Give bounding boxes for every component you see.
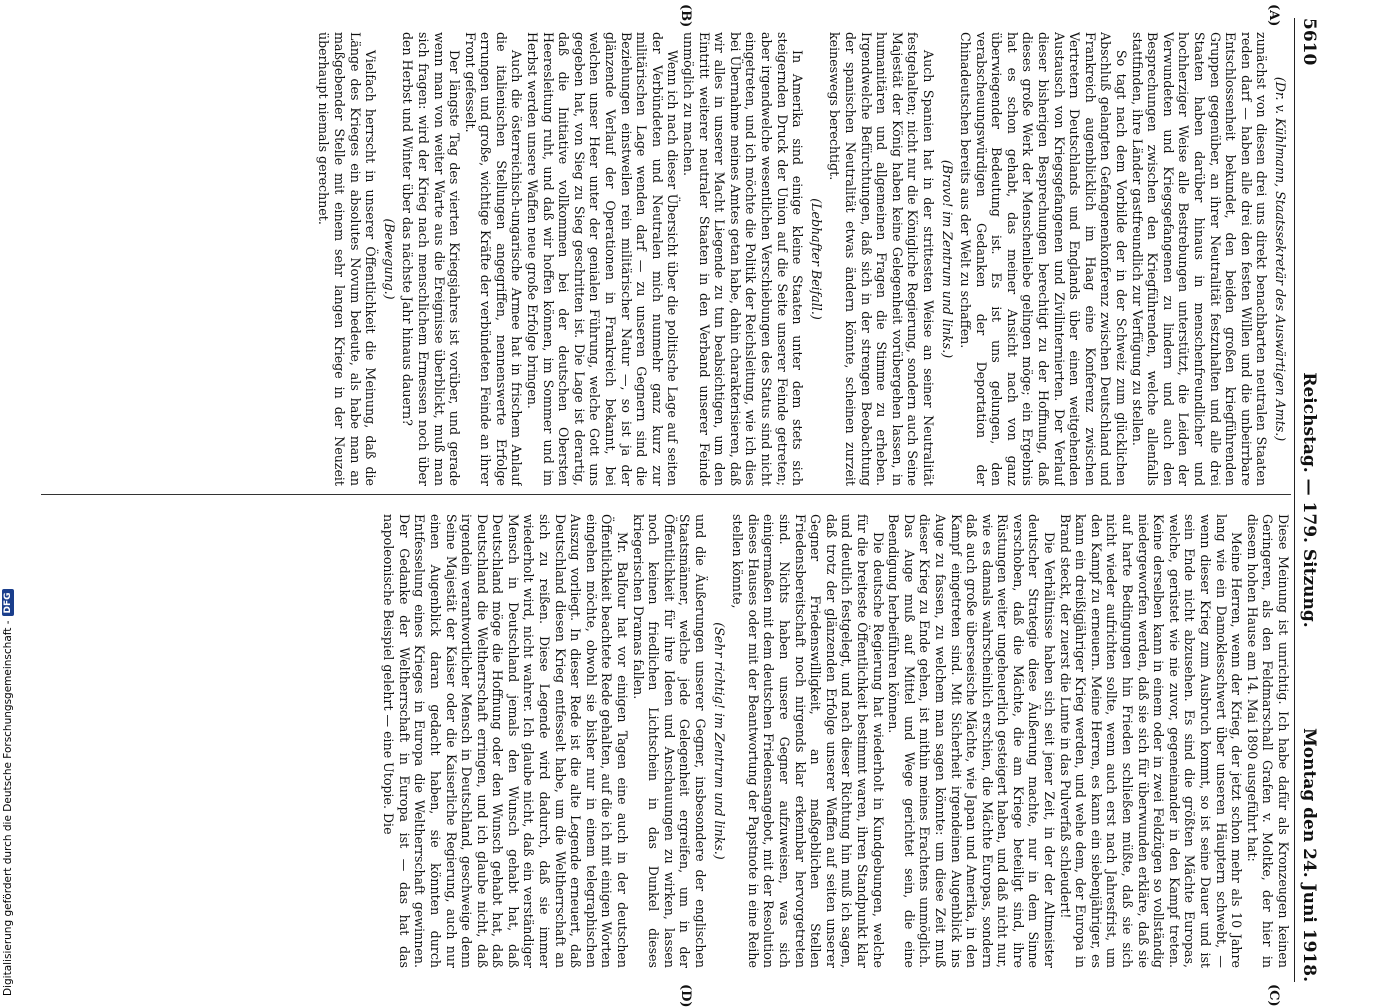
margin-mark-d: (D) (678, 984, 693, 1008)
credit-label: Digitalisierung gefördert durch die Deutsche Forschungsgemeinschaft - (2, 620, 14, 996)
right-column (41, 514, 1291, 968)
page-header (1297, 18, 1321, 982)
left-column (41, 32, 1291, 486)
paragraph: In Amerika sind einige kleine Staaten unter dem stets sich steigernden Druck der Union auf die Seite unserer Feinde getreten; aber irgendwelche wesentlichen Verschiebungen des Status sind nicht eingetreten, und ich möchte die Politik der Reichsleitung, wie ich dies bei Übernahme meines Amtes getan habe, dahin charakterisieren, daß wir alles in unserer Macht Liegende zu tun beabsichtigen, um den Eintritt weiterer neutraler Staaten in den Verband unserer Feinde unmöglich zu machen. (681, 32, 806, 486)
document-page (36, 4, 1321, 1008)
quotation: Meine Herren, wenn der Krieg, der jetzt schon mehr als 10 Jahre lang wie ein Damoklesschwert über unseren Häuptern schwebt, — wenn dieser Krieg zum Ausbruch kommt, so ist seine Dauer und ist sein Ende nicht abzusehen. Es sind die größten Mächte Europas, welche, gerüstet wie nie zuvor, gegeneinander in den Kampf treten. Keine derselben kann in einem oder in zwei Feldzügen so vollständig niedergeworfen werden, daß sie sich für überwunden erkläre, daß sie auf harte Bedingungen hin Frieden schließen müßte, daß sie sich nicht wieder aufrichten sollte, wenn auch erst nach Jahresfrist, um den Kampf zu erneuern. Meine Herren, es kann ein siebenjähriger, es kann ein dreißigjähriger Krieg werden, und wehe dem, der Europa in Brand steckt, der zuerst die Lunte in das Pulverfaß schleudert! (1057, 514, 1245, 968)
header-date: Montag den 24. Juni 1918. (1299, 727, 1319, 982)
paragraph: Auch die österreichisch-ungarische Armee hat in frischem Anlauf die italienischen Stellungen angegriffen, nennenswerte Erfolge errungen und große, wichtige Kräfte der verbündeten Feinde an ihrer Front gefesselt. (462, 32, 525, 486)
interjection: (Bewegung.) (381, 218, 397, 300)
credit-text (2, 589, 14, 996)
paragraph: Die deutsche Regierung hat wiederholt in Kundgebungen, welche für die breiteste Öffentlichkeit bestimmt waren, ihren Standpunkt klar und deutlich festgelegt, und nach dieser Richtung hin muß ich sagen, daß trotz der glänzenden Erfolge unserer Waffen auf seiten unserer Gegner Friedenswilligkeit, an maßgeblichen Stellen Friedensbereitschaft noch nirgends klar erkennbar hervorgetreten sind. Nichts haben unsere Gegner aufzuweisen, was sich einigermaßen mit dem deutschen Friedensangebot, mit der Resolution dieses Hauses oder mit der Beantwortung der Papstnote in eine Reihe stellen könnte, (730, 514, 886, 968)
column-divider (41, 494, 1291, 495)
dfg-logo: DFG (2, 589, 14, 616)
margin-mark-a: (A) (1266, 4, 1281, 27)
paragraph: zunächst von diesen drei uns direkt benachbarten neutralen Staaten reden darf — haben alle drei den festen Willen und die unbeirrbare Entschlossenheit bekundet, den beiden großen kriegführenden Gruppen gegenüber, an ihrer Neutralität festzuhalten und alle drei Staaten haben darüber hinaus in menschenfreundlicher und hochherziger Weise alle Bestrebungen unterstützt, die Leiden der Verwundeten und Kriegsgefangenen zu lindern und auch den Besprechungen zwischen den Kriegführenden, welche allenfalls stattfinden, ihre Länder gastfreundlich zur Verfügung zu stellen. (1129, 32, 1270, 486)
paragraph: und die Äußerungen unserer Gegner, insbesondere der englischen Staatsmänner, welche jede Gelegenheit ergreifen, um in der Öffentlichkeit für ihre Ideen und Anschauungen zu wirken, lassen noch keinen friedlichen Lichtschein in das Dunkel dieses kriegerischen Dramas fallen. (630, 514, 709, 968)
paragraph: Diese Meinung ist unrichtig. Ich habe dafür als Kronzeugen keinen Geringeren, als den Feldmarschall Grafen v. Moltke, der hier in diesem hohen Hause am 14. Mai 1890 ausgeführt hat: (1244, 514, 1291, 968)
paragraph: Auch Spanien hat in der strittesten Weise an seiner Neutralität festgehalten; nicht nur die Königliche Regierung, sondern auch Seine Majestät der König haben keine Gelegenheit vorübergehen lassen, in humanitären und allgemeinen Fragen die Stimme zu erheben. Irgendwelche Befürchtungen, daß sich in der strengen Beobachtung der spanischen Neutralität etwas ändern könnte, scheinen zurzeit keineswegs berechtigt. (827, 32, 936, 486)
interjection: (Bravo! im Zentrum und links.) (939, 159, 955, 359)
paragraph: Mr. Balfour hat vor einigen Tagen eine auch in der deutschen Öffentlichkeit beachtete Rede gehalten, auf die ich mit einigen Worten eingehen möchte, obwohl sie bisher nur in einem telegraphischen Auszug vorliegt. In dieser Rede ist die alte Legende erneuert, daß Deutschland diesen Krieg entfesselt habe, um die Weltherrschaft an sich zu reißen. Diese Legende wird dadurch, daß sie immer wiederholt wird, nicht wahrer. Ich glaube nicht, daß ein verständiger Mensch in Deutschland jemals den Wunsch gehabt hat, daß Deutschland möge die Hoffnung oder den Wunsch gehabt hat, daß Deutschland die Weltherrschaft erringen, und ich glaube nicht, daß irgendein verantwortlicher Mensch in Deutschland, geschweige denn Seine Majestät der Kaiser oder die Kaiserliche Regierung, auch nur einen Augenblick daran gedacht haben, sie könnten durch Entfesselung eines Krieges in Europa die Weltherrschaft gewinnen. Der Gedanke der Weltherrschaft in Europa ist — das hat das napoleonische Beispiel gelehrt — eine Utopie. Die (381, 514, 631, 968)
paragraph: Vielfach herrscht in unserer Öffentlichkeit die Meinung, daß die Länge des Krieges ein absolutes Novum bedeute, als habe man an maßgebender Stelle mit einem sehr langen Kriege in der Neuzeit überhaupt niemals gerechnet. (316, 32, 379, 486)
margin-mark-c: (C) (1266, 984, 1281, 1007)
page-number: 5610 (1299, 18, 1319, 66)
interjection: (Lebhafter Beifall.) (808, 198, 824, 320)
paragraph: Die Verhältnisse haben sich seit jener Zeit, in der der Altmeister deutscher Strategie diese Äußerung machte, nur in dem Sinne verschoben, daß die Mächte, die am Kriege beteiligt sind, ihre Rüstungen weiter ungeheuerlich gesteigert haben, und daß nicht nur, wie es damals wahrscheinlich erschien, die Mächte Europas, sondern daß auch große überseeische Mächte, wie Japan und Amerika, in den Kampf eingetreten sind. Mit Sicherheit irgendeinen Augenblick ins Auge zu fassen, zu welchem man sagen könnte: um diese Zeit muß dieser Krieg zu Ende gehen, ist mithin meines Erachtens unmöglich. Das Auge muß auf Mittel und Wege gerichtet sein, die eine Beendigung herbeiführen können. (886, 514, 1058, 968)
paragraph: Der längste Tag des vierten Kriegsjahres ist vorüber, und gerade wenn man von weiter Warte aus die Ereignisse überblickt, muß man sich fragen: wird der Krieg nach menschlichem Ermessen noch über den Herbst und Winter über das nächste Jahr hinaus dauern? (400, 32, 463, 486)
paragraph: Wenn ich nach dieser Übersicht über die politische Lage auf seiten der Verbündeten und Neutralen mich nunmehr ganz kurz zur militärischen Lage wenden darf — zu unseren Gegnern sind die Beziehungen einstweilen rein militärischer Natur —, so ist ja der glänzende Verlauf der Operationen in Frankreich bekannt, bei welchen unser Heer unter der genialen Führung, welche Gott uns gegeben hat, von Sieg zu Sieg geschritten ist. Die Lage ist derartig, daß die Initiative vollkommen bei der deutschen Obersten Heeresleitung ruht, und daß wir hoffen können, im Sommer und im Herbst werden unsere Waffen neue große Erfolge bringen. (525, 32, 681, 486)
header-rule (1294, 18, 1295, 982)
paragraph: So tagt nach dem Vorbilde der in der Schweiz zum glücklichen Abschluß gelangten Gefangenenkonferenz zwischen Deutschland und Frankreich augenblicklich im Haag eine Konferenz zwischen Vertretern Deutschlands und Englands über einen weitgehenden Austausch von Kriegsgefangenen und Zivilinternierten. Der Verlauf dieser bisherigen Besprechungen berechtigt zu der Hoffnung, daß dieses große Werk der Menschenliebe gelingen möge; ein Ergebnis hat es schon gehabt, das meiner Ansicht nach von ganz überwiegender Bedeutung ist. Es ist uns gelungen, den verabscheuungswürdigen Gedanken der Deportation der Chinadeutschen bereits aus der Welt zu schaffen. (958, 32, 1130, 486)
speaker-line: (Dr. v. Kühlmann, Staatssekretär des Auswärtigen Amts.) (1273, 76, 1288, 442)
margin-mark-b: (B) (678, 4, 693, 28)
interjection: (Sehr richtig! im Zentrum und links.) (711, 622, 727, 860)
header-title: Reichstag. — 179. Sitzung. (1299, 372, 1319, 628)
